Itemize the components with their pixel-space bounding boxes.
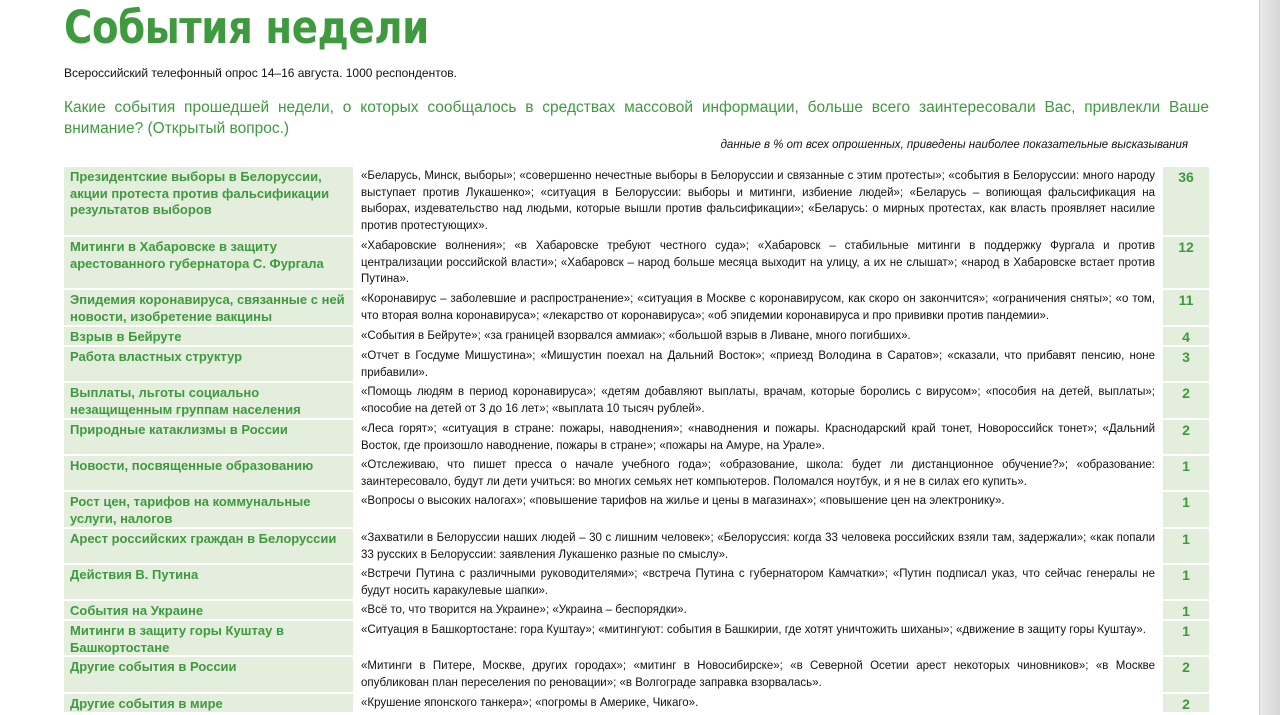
quotes-cell: «Помощь людям в период коронавируса»; «детям добавляют выплаты, врачам, которые боролись с вирусом»; «пособия на детей, выплаты»; «пособие на детей от 3 до 16 лет»; «выплата 10 тысяч рублей». (361, 386, 1155, 415)
survey-subtitle: Всероссийский телефонный опрос 14–16 августа. 1000 респондентов. (64, 66, 457, 80)
table-row (64, 456, 1209, 490)
table-row (64, 290, 1209, 325)
percent-cell: 11 (1163, 290, 1209, 325)
page-title: События недели (64, 1, 429, 54)
category-cell: Другие события в мире (64, 694, 353, 712)
percent-cell: 12 (1163, 237, 1209, 288)
category-cell: Митинги в защиту горы Куштау в Башкортостане (64, 621, 353, 655)
quotes-cell: «Беларусь, Минск, выборы»; «совершенно нечестные выборы в Белоруссии и связанные с этим протесты»; «события в Белоруссии: много народу выступает против Лукашенко»; «ситуация в Белоруссии: выборы и митинги, избиение людей»; «Беларусь – вопиющая фальсификация на выборах, издевательство над людьми, которые вышли против фальсификации»; «Беларусь: о мирных протестах, как власть проявляет насилие против протестующих». (361, 170, 1155, 232)
table-row (64, 492, 1209, 527)
table-row (64, 167, 1209, 235)
table-row (64, 237, 1209, 288)
category-cell: Арест российских граждан в Белоруссии (64, 529, 353, 563)
quotes-cell: «Ситуация в Башкортостане: гора Куштау»; «митингуют: события в Башкирии, где хотят уничтожить шиханы»; «движение в защиту горы Куштау». (361, 624, 1147, 636)
table-row (64, 347, 1209, 381)
table-row (64, 529, 1209, 563)
quotes-cell: «Леса горят»; «ситуация в стране: пожары, наводнения»; «наводнения и пожары. Краснодарский край тонет, Новороссийск тонет»; «Дальний Восток, где произошло наводнение, пожары в стране»; «пожары на Амуре, на Урале». (361, 423, 1155, 452)
percent-cell: 2 (1163, 694, 1209, 712)
percent-cell: 2 (1163, 383, 1209, 418)
quotes-cell: «Крушение японского танкера»; «погромы в Америке, Чикаго». (361, 697, 699, 709)
category-cell: Президентские выборы в Белоруссии, акции протеста против фальсификации результатов выборов (64, 167, 353, 235)
table-row (64, 694, 1209, 712)
quotes-cell: «Коронавирус – заболевшие и распространение»; «ситуация в Москве с коронавирусом, как скоро он закончится»; «ограничения сняты»; «о том, что вторая волна коронавируса»; «лекарство от коронавируса»; «об эпидемии коронавируса и про прививки против пандемии». (361, 293, 1155, 322)
table-row (64, 327, 1209, 345)
percent-cell: 1 (1163, 601, 1209, 619)
category-cell: Действия В. Путина (64, 565, 353, 599)
percent-cell: 1 (1163, 492, 1209, 527)
percent-cell: 2 (1163, 657, 1209, 692)
percent-cell: 36 (1163, 167, 1209, 235)
quotes-cell: «Вопросы о высоких налогах»; «повышение тарифов на жилье и цены в магазинах»; «повышение цен на электронику». (361, 495, 1005, 507)
quotes-cell: «Митинги в Питере, Москве, других городах»; «митинг в Новосибирске»; «в Северной Осетии арест некоторых чиновников»; «в Москве опубликован план переселения по реновации»; «в Волгограде заправка взорвалась». (361, 660, 1155, 689)
table-row (64, 565, 1209, 599)
quotes-cell: «Отслеживаю, что пишет пресса о начале учебного года»; «образование, школа: будет ли дистанционное обучение?»; «образование: заинтересовало, будут ли дети учиться: во многих семьях нет компьютеров. Поломался ноутбук, и я не в силах его купить». (361, 459, 1155, 488)
table-row (64, 657, 1209, 692)
category-cell: Эпидемия коронавируса, связанные с ней новости, изобретение вакцины (64, 290, 353, 325)
category-cell: Работа властных структур (64, 347, 353, 381)
category-cell: Другие события в России (64, 657, 353, 692)
category-cell: Рост цен, тарифов на коммунальные услуги, налогов (64, 492, 353, 527)
table-row (64, 601, 1209, 619)
percent-cell: 2 (1163, 420, 1209, 454)
category-cell: Новости, посвященные образованию (64, 456, 353, 490)
table-row (64, 420, 1209, 454)
survey-question: Какие события прошедшей недели, о которых сообщалось в средствах массовой информации, больше всего заинтересовали Вас, привлекли Ваше внимание? (Открытый вопрос.) (64, 99, 1209, 137)
percent-cell: 1 (1163, 529, 1209, 563)
percent-cell: 1 (1163, 565, 1209, 599)
quotes-cell: «Встречи Путина с различными руководителями»; «встреча Путина с губернатором Камчатки»; «Путин подписал указ, что сейчас генералы не будут носить каракулевые шапки». (361, 568, 1155, 597)
percent-cell: 3 (1163, 347, 1209, 381)
quotes-cell: «Захватили в Белоруссии наших людей – 30 с лишним человек»; «Белоруссия: когда 33 человека российских взяли там, задержали»; «как попали 33 русских в Белоруссии: заявления Лукашенко разные по смыслу». (361, 532, 1155, 561)
table-row (64, 621, 1209, 655)
quotes-cell: «Отчет в Госдуме Мишустина»; «Мишустин поехал на Дальний Восток»; «приезд Володина в Саратов»; «сказали, что прибавят пенсию, ноне прибавили». (361, 350, 1155, 379)
category-cell: Взрыв в Бейруте (64, 327, 353, 345)
percent-cell: 1 (1163, 621, 1209, 655)
results-table (64, 167, 1209, 714)
category-cell: Выплаты, льготы социально незащищенным группам населения (64, 383, 353, 418)
table-row (64, 383, 1209, 418)
percent-cell: 1 (1163, 456, 1209, 490)
category-cell: Природные катаклизмы в России (64, 420, 353, 454)
data-note: данные в % от всех опрошенных, приведены наиболее показательные высказывания (720, 139, 1188, 151)
quotes-cell: «Всё то, что творится на Украине»; «Украина – беспорядки». (361, 604, 687, 616)
quotes-cell: «События в Бейруте»; «за границей взорвался аммиак»; «большой взрыв в Ливане, много погибших». (361, 330, 911, 342)
category-cell: События на Украине (64, 601, 353, 619)
quotes-cell: «Хабаровские волнения»; «в Хабаровске требуют честного суда»; «Хабаровск – стабильные митинги в поддержку Фургала и против централизации российской власти»; «Хабаровск – народ больше месяца выходит на улицу, а их не слышат»; «народ в Хабаровске встает против Путина». (361, 240, 1155, 285)
percent-cell: 4 (1163, 327, 1209, 345)
category-cell: Митинги в Хабаровске в защиту арестованного губернатора С. Фургала (64, 237, 353, 288)
viewer-edge (1259, 0, 1280, 715)
